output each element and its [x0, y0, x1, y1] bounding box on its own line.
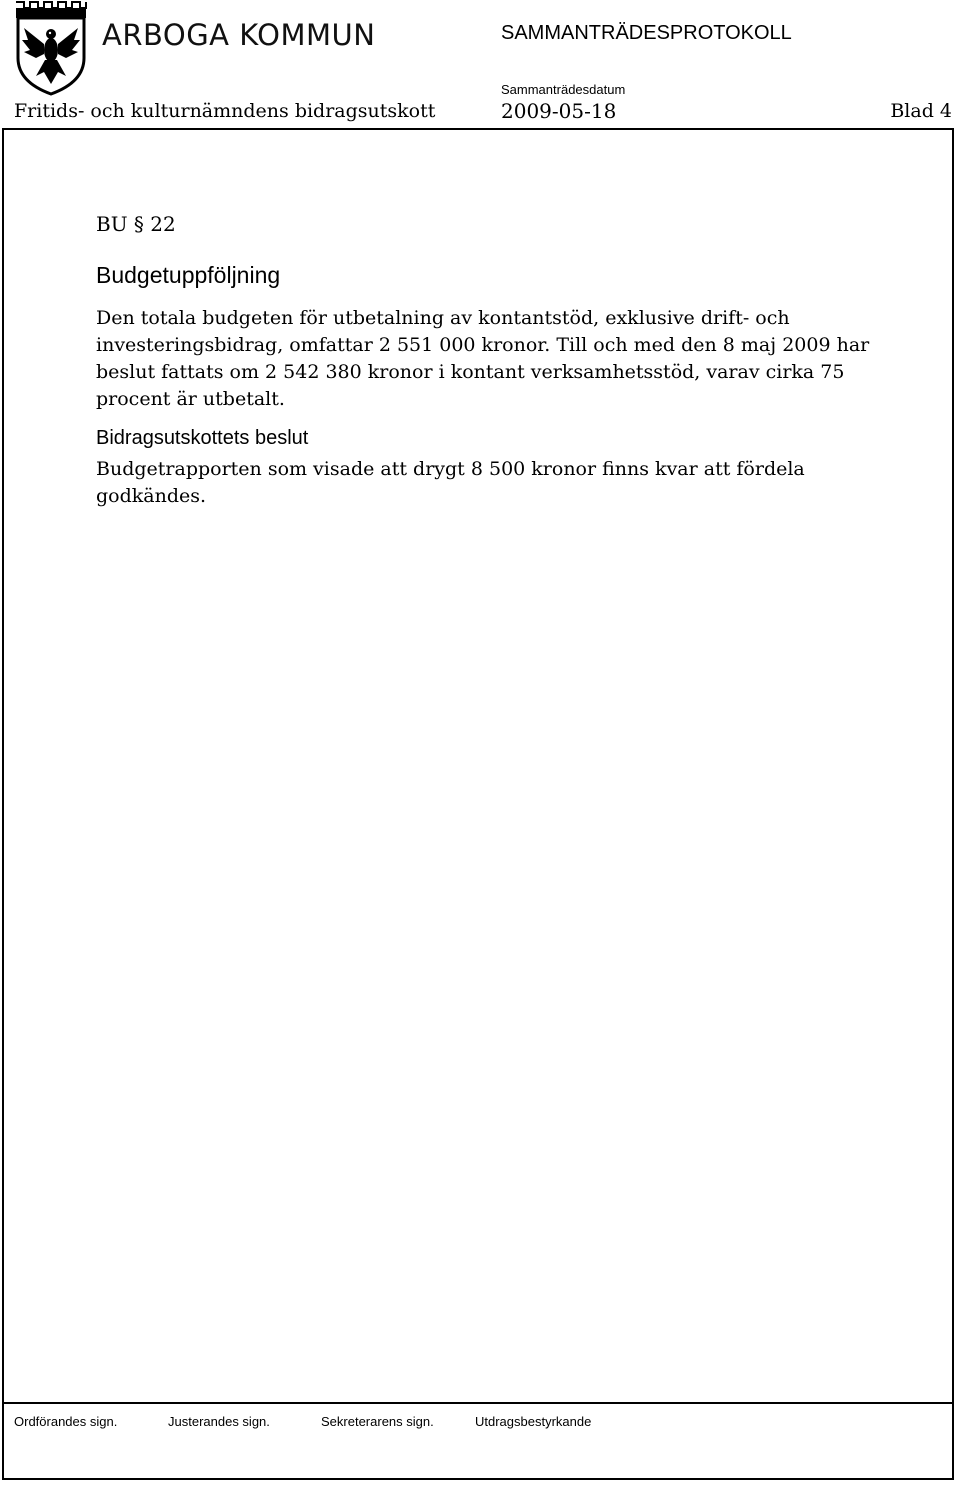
page-number: Blad 4	[890, 100, 952, 122]
body-paragraph: Den totala budgeten för utbetalning av kontantstöd, exklusive drift- och investeringsbidrag, omfattar 2 551 000 kronor. Till och med den 8 maj 2009 har beslut fattats om 2 542 380 kronor i kontant verksamhetsstöd, varav cirka 75 procent är utbetalt.	[96, 307, 870, 410]
document-type: SAMMANTRÄDESPROTOKOLL	[501, 22, 792, 44]
decision-heading: Bidragsutskottets beslut	[96, 427, 309, 449]
committee-name: Fritids- och kulturnämndens bidragsutskott	[14, 100, 436, 122]
secretary-signature-label: Sekreterarens sign.	[321, 1414, 434, 1429]
extract-certification-label: Utdragsbestyrkande	[475, 1414, 592, 1429]
minutes-content	[96, 212, 876, 524]
chair-signature-label: Ordförandes sign.	[14, 1414, 118, 1429]
meeting-date-label: Sammanträdesdatum	[501, 82, 626, 97]
organization-name: ARBOGA KOMMUN	[102, 18, 376, 52]
section-number: BU § 22	[96, 212, 176, 236]
adjuster-signature-label: Justerandes sign.	[168, 1414, 270, 1429]
section-title: Budgetuppföljning	[96, 262, 281, 288]
decision-text: Budgetrapporten som visade att drygt 8 500 kronor finns kvar att fördela godkändes.	[96, 458, 805, 507]
footer-divider	[2, 1402, 954, 1404]
meeting-date: 2009-05-18	[501, 99, 617, 123]
coat-of-arms-logo	[14, 0, 88, 96]
